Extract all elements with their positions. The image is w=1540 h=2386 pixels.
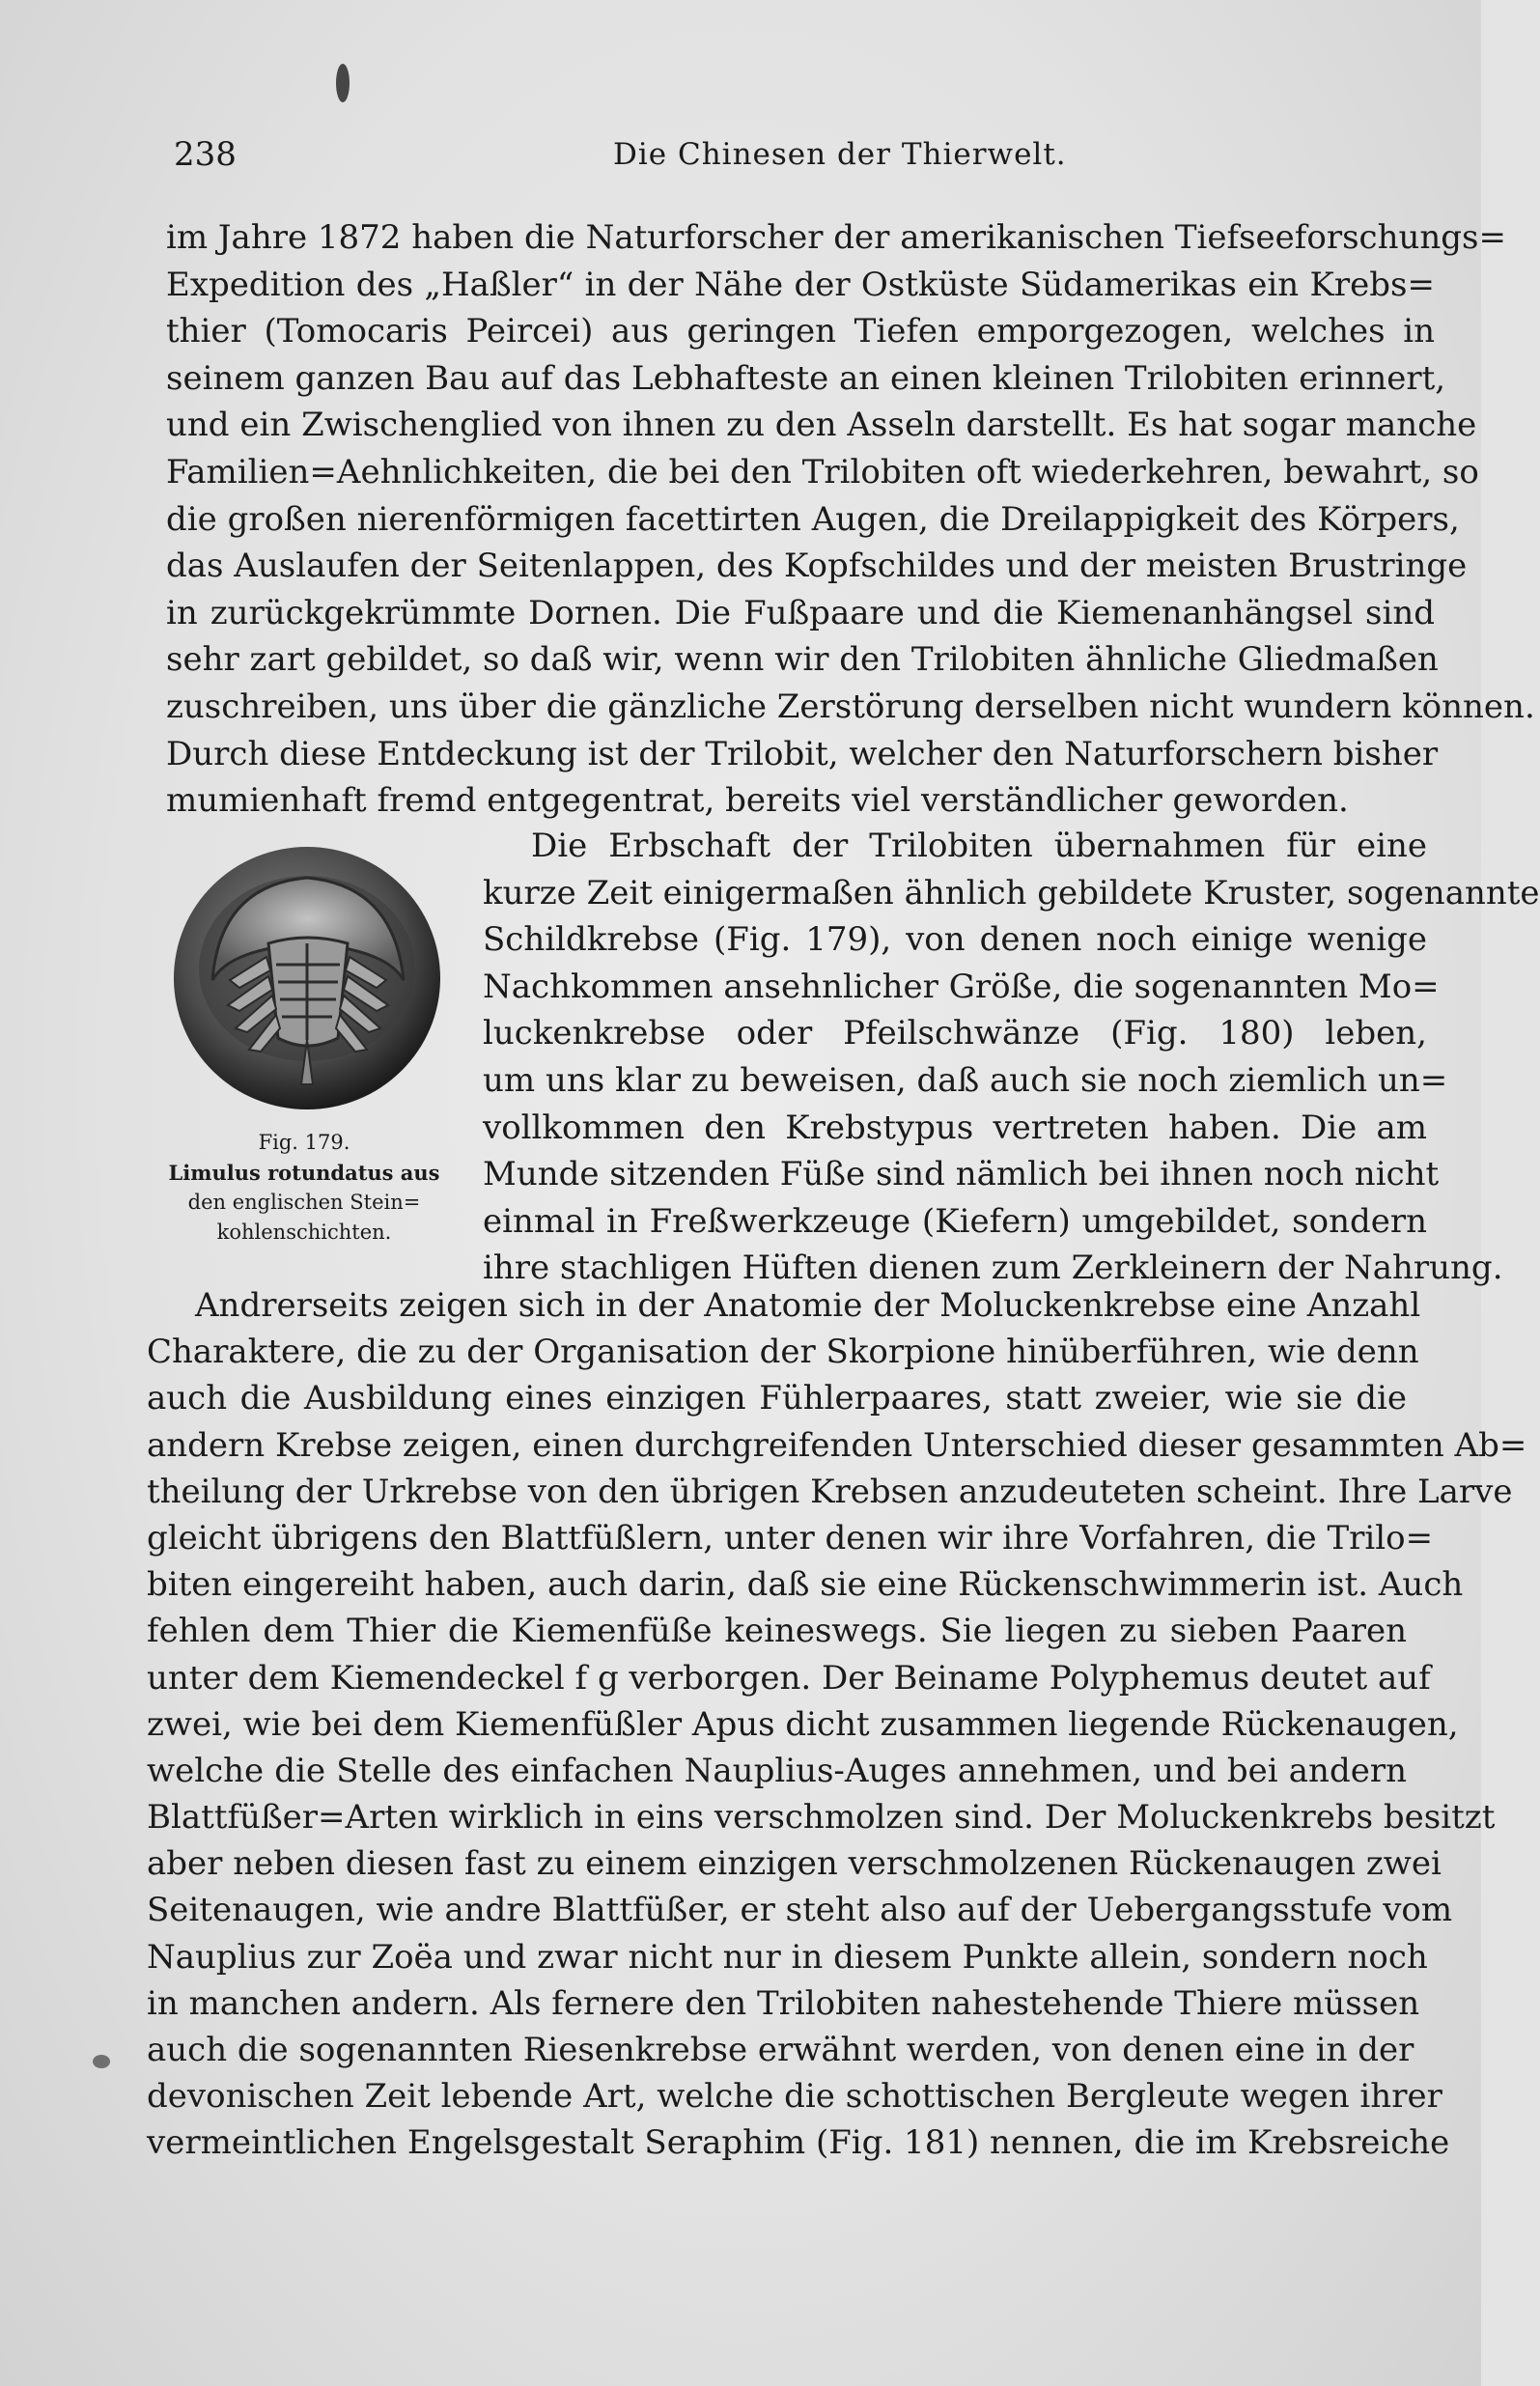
text-line: auch die sogenannten Riesenkrebse erwähnt werden, von denen eine in der bbox=[147, 2031, 1414, 2069]
limulus-fossil-image bbox=[162, 835, 452, 1125]
page-number: 238 bbox=[174, 135, 237, 174]
text-line: Seitenaugen, wie andre Blattfüßer, er steht also auf der Uebergangsstufe vom bbox=[147, 1891, 1453, 1930]
caption-line: den englischen Stein= bbox=[187, 1191, 421, 1214]
text-line: Durch diese Entdeckung ist der Trilobit, welcher den Naturforschern bisher bbox=[166, 734, 1439, 773]
text-line: seinem ganzen Bau auf das Lebhafteste an einen kleinen Trilobiten erinnert, bbox=[166, 358, 1446, 398]
text-line: ihre stachligen Hüften dienen zum Zerkleinern der Nahrung. bbox=[483, 1249, 1503, 1288]
figure-caption bbox=[150, 1128, 459, 1248]
text-line: vermeintlichen Engelsgestalt Seraphim (Fig. 181) nennen, die im Krebsreiche bbox=[147, 2123, 1450, 2163]
paragraph-beside-figure bbox=[483, 823, 1540, 1292]
text-line: Andrerseits zeigen sich in der Anatomie der Moluckenkrebse eine Anzahl bbox=[195, 1286, 1421, 1325]
text-line: welche die Stelle des einfachen Nauplius-Auges annehmen, und bei andern bbox=[147, 1751, 1407, 1790]
text-line: theilung der Urkrebse von den übrigen Krebsen anzudeuteten scheint. Ihre Larve bbox=[147, 1472, 1513, 1511]
text-line: sehr zart gebildet, so daß wir, wenn wir den Trilobiten ähnliche Gliedmaßen bbox=[166, 640, 1439, 680]
text-line: die großen nierenförmigen facettirten Augen, die Dreilappigkeit des Körpers, bbox=[166, 499, 1460, 539]
text-line: unter dem Kiemendeckel f g verborgen. Der Beiname Polyphemus deutet auf bbox=[147, 1658, 1431, 1698]
text-line: auch die Ausbildung eines einzigen Fühlerpaares, statt zweier, wie sie die bbox=[147, 1379, 1407, 1418]
text-line: gleicht übrigens den Blattfüßlern, unter denen wir ihre Vorfahren, die Trilo= bbox=[147, 1518, 1434, 1558]
text-line: zuschreiben, uns über die gänzliche Zerstörung derselben nicht wundern können. bbox=[166, 687, 1535, 726]
caption-line: kohlenschichten. bbox=[216, 1221, 392, 1244]
text-line: in zurückgekrümmte Dornen. Die Fußpaare und die Kiemenanhängsel sind bbox=[166, 593, 1435, 632]
text-line: in manchen andern. Als fernere den Trilobiten nahestehende Thiere müssen bbox=[147, 1983, 1420, 2023]
ink-smudge bbox=[336, 64, 350, 102]
text-line: andern Krebse zeigen, einen durchgreifenden Unterschied dieser gesammten Ab= bbox=[147, 1425, 1527, 1465]
text-line: im Jahre 1872 haben die Naturforscher der amerikanischen Tiefseeforschungs= bbox=[166, 218, 1506, 257]
text-line: und ein Zwischenglied von ihnen zu den Asseln darstellt. Es hat sogar manche bbox=[166, 406, 1477, 445]
running-head: Die Chinesen der Thierwelt. bbox=[613, 137, 1067, 172]
caption-line: Limulus rotundatus aus bbox=[168, 1161, 440, 1185]
text-line: luckenkrebse oder Pfeilschwänze (Fig. 180) leben, bbox=[483, 1014, 1427, 1053]
text-line: das Auslaufen der Seitenlappen, des Kopfschildes und der meisten Brustringe bbox=[166, 547, 1468, 586]
text-line: Charaktere, die zu der Organisation der Skorpione hinüberführen, wie denn bbox=[147, 1333, 1419, 1372]
figure-179-illustration bbox=[162, 835, 452, 1135]
text-line: Familien=Aehnlichkeiten, die bei den Trilobiten oft wiederkehren, bewahrt, so bbox=[166, 452, 1479, 491]
text-line: vollkommen den Krebstypus vertreten haben. Die am bbox=[483, 1108, 1427, 1147]
text-line: aber neben diesen fast zu einem einzigen verschmolzenen Rückenaugen zwei bbox=[147, 1844, 1442, 1884]
page-header bbox=[174, 135, 1429, 183]
text-line: thier (Tomocaris Peircei) aus geringen Tiefen emporgezogen, welches in bbox=[166, 312, 1435, 351]
text-line: Expedition des „Haßler“ in der Nähe der Ostküste Südamerikas ein Krebs= bbox=[166, 265, 1435, 304]
text-line: Nauplius zur Zoëa und zwar nicht nur in diesem Punkte allein, sondern noch bbox=[147, 1937, 1428, 1977]
paragraph-bottom bbox=[147, 1282, 1527, 2167]
text-line: um uns klar zu beweisen, daß auch sie noch ziemlich un= bbox=[483, 1060, 1448, 1100]
text-line: devonischen Zeit lebende Art, welche die schottischen Bergleute wegen ihrer bbox=[147, 2077, 1442, 2117]
text-line: Schildkrebse (Fig. 179), von denen noch einige wenige bbox=[483, 920, 1427, 960]
text-line: einmal in Freßwerkzeuge (Kiefern) umgebildet, sondern bbox=[483, 1201, 1427, 1241]
text-line: biten eingereiht haben, auch darin, daß sie eine Rückenschwimmerin ist. Auch bbox=[147, 1565, 1464, 1605]
text-line: kurze Zeit einigermaßen ähnlich gebildete Kruster, sogenannte bbox=[483, 873, 1540, 912]
text-line: Die Erbschaft der Trilobiten übernahmen für eine bbox=[531, 827, 1427, 865]
text-line: fehlen dem Thier die Kiemenfüße keineswegs. Sie liegen zu sieben Paaren bbox=[147, 1612, 1407, 1651]
text-line: Munde sitzenden Füße sind nämlich bei ihnen noch nicht bbox=[483, 1155, 1440, 1194]
caption-line: Fig. 179. bbox=[258, 1131, 350, 1154]
text-line: Nachkommen ansehnlicher Größe, die sogenannten Mo= bbox=[483, 967, 1440, 1006]
paragraph-top bbox=[166, 214, 1535, 825]
text-line: Blattfüßer=Arten wirklich in eins verschmolzen sind. Der Moluckenkrebs besitzt bbox=[147, 1798, 1496, 1838]
text-line: mumienhaft fremd entgegentrat, bereits viel verständlicher geworden. bbox=[166, 781, 1349, 821]
text-line: zwei, wie bei dem Kiemenfüßler Apus dicht zusammen liegende Rückenaugen, bbox=[147, 1704, 1459, 1744]
ink-smudge bbox=[93, 2055, 110, 2068]
